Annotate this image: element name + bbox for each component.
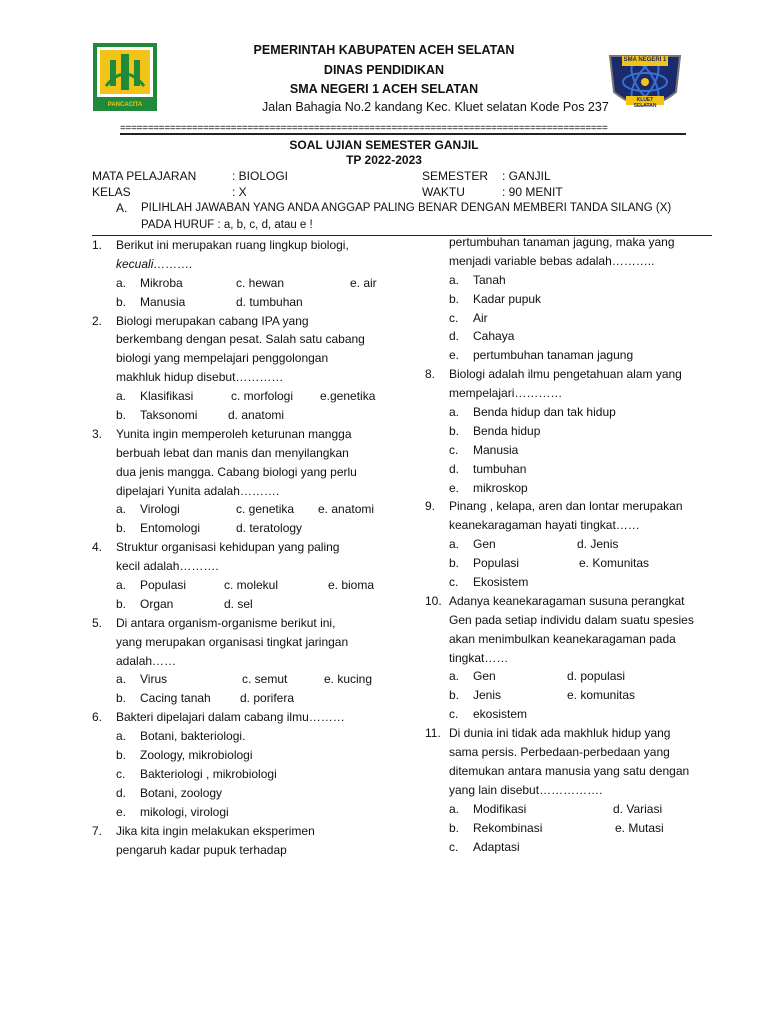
header-rule <box>120 133 686 135</box>
question-text: Bakteri dipelajari dalam cabang ilmu……… <box>116 710 345 725</box>
subject-label: MATA PELAJARAN <box>92 169 197 183</box>
question-text: menjadi variable bebas adalah……….. <box>449 253 655 268</box>
option-text: Populasi <box>473 556 520 571</box>
option-text: Populasi <box>140 578 187 593</box>
question-line <box>92 727 412 746</box>
question-line <box>92 406 412 425</box>
option-letter[interactable]: b. <box>116 691 127 706</box>
left-logo-text: PANCACITA <box>107 102 143 108</box>
option-choice[interactable]: e. anatomi <box>318 502 375 517</box>
option-letter[interactable]: a. <box>449 405 460 420</box>
class-label: KELAS <box>92 185 131 199</box>
question-line <box>425 554 725 573</box>
header-address: Jalan Bahagia No.2 kandang Kec. Kluet selatan Kode Pos 237 <box>262 100 609 114</box>
option-letter[interactable]: b. <box>449 820 460 835</box>
question-line <box>92 538 412 557</box>
option-text: Zoology, mikrobiologi <box>140 748 253 763</box>
exam-title: SOAL UJIAN SEMESTER GANJIL <box>289 138 479 152</box>
option-letter[interactable]: d. <box>449 461 460 476</box>
option-choice[interactable]: e. Mutasi <box>615 820 664 835</box>
subject-value: : BIOLOGI <box>232 169 289 183</box>
questions-right-column <box>425 233 725 856</box>
question-number: 6. <box>92 710 103 725</box>
option-choice[interactable]: d. sel <box>224 596 253 611</box>
option-text: Modifikasi <box>473 801 527 816</box>
right-logo-top-text: SMA NEGERI 1 <box>623 57 667 63</box>
question-text: Di antara organism-organisme berikut ini, <box>116 615 336 630</box>
option-letter[interactable]: a. <box>116 578 127 593</box>
question-line <box>425 365 725 384</box>
question-number: 11. <box>425 726 441 741</box>
option-text: mikroskop <box>473 480 528 495</box>
option-text: Virus <box>140 672 168 687</box>
question-text: tingkat…… <box>449 650 509 665</box>
question-line <box>425 686 725 705</box>
question-text: sama persis. Perbedaan-perbedaan yang <box>449 745 670 760</box>
option-letter[interactable]: a. <box>116 275 127 290</box>
question-text: Berikut ini merupakan ruang lingkup biologi, <box>116 238 349 252</box>
question-line <box>92 293 412 312</box>
question-line <box>92 803 412 822</box>
option-letter[interactable]: b. <box>116 294 127 309</box>
option-text: Cacing tanah <box>140 691 211 706</box>
question-line <box>425 630 725 649</box>
question-line <box>425 762 725 781</box>
option-letter[interactable]: b. <box>449 688 460 703</box>
option-letter[interactable]: b. <box>449 556 460 571</box>
option-letter[interactable]: a. <box>449 801 460 816</box>
question-line <box>92 312 412 331</box>
question-line <box>425 781 725 800</box>
question-text: biologi yang mempelajari penggolongan <box>116 351 329 366</box>
option-letter[interactable]: b. <box>116 748 127 763</box>
question-line <box>92 482 412 501</box>
question-number: 2. <box>92 313 103 328</box>
question-line <box>425 667 725 686</box>
option-choice[interactable]: d. tumbuhan <box>236 294 303 309</box>
question-line <box>92 425 412 444</box>
question-line <box>425 819 725 838</box>
option-text: Manusia <box>140 294 186 309</box>
question-line <box>92 746 412 765</box>
option-letter[interactable]: c. <box>116 766 126 781</box>
question-text: pertumbuhan tanaman jagung, maka yang <box>449 235 675 249</box>
question-line <box>425 516 725 535</box>
question-line <box>425 422 725 441</box>
question-text: Struktur organisasi kehidupan yang paling <box>116 540 340 555</box>
question-number: 4. <box>92 540 103 555</box>
question-line <box>425 611 725 630</box>
question-line <box>92 708 412 727</box>
question-number: 5. <box>92 615 103 630</box>
question-line <box>425 800 725 819</box>
option-choice[interactable]: c. hewan <box>236 275 285 290</box>
option-letter[interactable]: d. <box>449 329 460 344</box>
question-line <box>92 633 412 652</box>
question-line <box>425 479 725 498</box>
option-letter[interactable]: c. <box>449 839 459 854</box>
option-text: Ekosistem <box>473 575 529 590</box>
option-letter[interactable]: a. <box>116 502 127 517</box>
question-text: keanekaragaman hayati tingkat…… <box>449 518 640 533</box>
question-line <box>92 519 412 538</box>
option-text: Taksonomi <box>140 408 198 423</box>
option-choice[interactable]: e. bioma <box>328 578 375 593</box>
question-line <box>425 535 725 554</box>
option-choice[interactable]: d. populasi <box>567 669 626 684</box>
question-line <box>92 784 412 803</box>
question-line <box>425 290 725 309</box>
option-choice[interactable]: e. Komunitas <box>579 556 650 571</box>
question-line <box>92 595 412 614</box>
question-line <box>425 460 725 479</box>
option-letter[interactable]: b. <box>116 408 127 423</box>
class-value: : X <box>232 185 247 199</box>
question-text: mempelajari………… <box>449 386 563 401</box>
question-line <box>92 614 412 633</box>
option-text: Benda hidup dan tak hidup <box>473 405 616 420</box>
option-text: Mikroba <box>140 275 183 290</box>
question-text: Yunita ingin memperoleh keturunan mangga <box>116 426 352 441</box>
question-text: yang lain disebut……………. <box>449 782 603 797</box>
option-text: Bakteriologi , mikrobiologi <box>140 766 277 781</box>
option-text: pertumbuhan tanaman jagung <box>473 348 634 363</box>
question-line <box>92 765 412 784</box>
question-line <box>92 557 412 576</box>
question-number: 10. <box>425 593 442 608</box>
question-line <box>425 592 725 611</box>
option-choice[interactable]: d. porifera <box>240 691 295 706</box>
question-line <box>425 441 725 460</box>
question-line <box>92 444 412 463</box>
question-line <box>92 822 412 841</box>
question-text: kecil adalah………. <box>116 559 219 574</box>
question-text: Biologi adalah ilmu pengetahuan alam yang <box>449 367 682 382</box>
question-line <box>92 652 412 671</box>
question-line <box>92 236 412 255</box>
option-choice[interactable]: e. kucing <box>324 672 373 687</box>
question-text: Jika kita ingin melakukan eksperimen <box>116 823 315 838</box>
question-text: kecuali………. <box>116 256 193 271</box>
option-choice[interactable]: d. Jenis <box>577 537 619 552</box>
question-line <box>92 368 412 387</box>
question-number: 8. <box>425 367 436 382</box>
question-text: berkembang dengan pesat. Salah satu cabang <box>116 332 365 347</box>
question-text: akan menimbulkan keanekaragaman pada <box>449 631 676 646</box>
semester-label: SEMESTER <box>422 169 489 183</box>
option-text: Entomologi <box>140 521 201 536</box>
option-letter[interactable]: c. <box>449 310 459 325</box>
option-choice[interactable]: d. Variasi <box>613 801 663 816</box>
question-line <box>92 255 412 274</box>
question-line <box>92 670 412 689</box>
question-text: Gen pada setiap individu dalam suatu spesies <box>449 612 694 627</box>
option-text: Virologi <box>140 502 180 517</box>
time-value: : 90 MENIT <box>502 185 563 199</box>
option-text: Organ <box>140 596 174 611</box>
option-text: mikologi, virologi <box>140 804 229 819</box>
option-text: Adaptasi <box>473 839 520 854</box>
question-line <box>425 705 725 724</box>
question-text: yang merupakan organisasi tingkat jaringan <box>116 634 349 649</box>
header-line-3: SMA NEGERI 1 ACEH SELATAN <box>289 82 479 96</box>
option-choice[interactable]: d. teratology <box>236 521 303 536</box>
question-line <box>425 233 725 252</box>
question-text: pengaruh kadar pupuk terhadap <box>116 842 287 857</box>
option-choice[interactable]: e. komunitas <box>567 688 636 703</box>
question-line <box>92 349 412 368</box>
semester-value: : GANJIL <box>502 169 551 183</box>
question-text: dipelajari Yunita adalah………. <box>116 483 280 498</box>
question-line <box>425 838 725 857</box>
option-letter[interactable]: a. <box>116 729 127 744</box>
option-choice[interactable]: e. air <box>350 275 377 290</box>
question-line <box>425 497 725 516</box>
option-text: Manusia <box>473 442 519 457</box>
option-letter[interactable]: e. <box>449 480 460 495</box>
question-line <box>425 346 725 365</box>
option-text: Benda hidup <box>473 423 541 438</box>
question-line <box>425 271 725 290</box>
option-letter[interactable]: a. <box>449 272 460 287</box>
question-line <box>425 573 725 592</box>
option-choice[interactable]: d. anatomi <box>228 408 285 423</box>
right-logo-bottom-text: KLUET SELATAN <box>633 97 657 109</box>
option-choice[interactable]: c. semut <box>242 672 288 687</box>
option-text: tumbuhan <box>473 461 527 476</box>
question-line <box>425 252 725 271</box>
option-text: Kadar pupuk <box>473 291 542 306</box>
option-text: Cahaya <box>473 329 515 344</box>
option-letter[interactable]: b. <box>449 291 460 306</box>
option-letter[interactable]: e. <box>449 348 460 363</box>
question-number: 1. <box>92 238 103 252</box>
option-choice[interactable]: e.genetika <box>320 389 376 404</box>
exam-year: TP 2022-2023 <box>346 153 422 167</box>
option-text: Gen <box>473 537 496 552</box>
option-text: Gen <box>473 669 496 684</box>
option-letter[interactable]: c. <box>449 575 459 590</box>
question-line <box>425 384 725 403</box>
question-text: makhluk hidup disebut………… <box>116 370 284 385</box>
option-choice[interactable]: c. molekul <box>224 578 279 593</box>
question-line <box>92 274 412 293</box>
question-text: Pinang , kelapa, aren dan lontar merupakan <box>449 499 683 514</box>
option-text: Jenis <box>473 688 502 703</box>
instruction-marker: A. <box>116 201 128 215</box>
option-letter[interactable]: c. <box>449 707 459 722</box>
question-line <box>92 330 412 349</box>
option-letter[interactable]: a. <box>449 669 460 684</box>
question-line <box>92 576 412 595</box>
question-line <box>425 403 725 422</box>
option-choice[interactable]: c. morfologi <box>231 389 294 404</box>
question-number: 3. <box>92 426 103 441</box>
questions-left-column <box>92 236 412 859</box>
option-choice[interactable]: c. genetika <box>236 502 295 517</box>
header-line-1: PEMERINTAH KABUPATEN ACEH SELATAN <box>253 43 515 57</box>
option-text: Botani, bakteriologi. <box>140 729 246 744</box>
option-text: Botani, zoology <box>140 785 223 800</box>
question-number: 9. <box>425 499 436 514</box>
option-text: Klasifikasi <box>140 389 194 404</box>
question-line <box>92 387 412 406</box>
option-letter[interactable]: a. <box>116 389 127 404</box>
question-text: adalah…… <box>116 653 177 668</box>
option-letter[interactable]: a. <box>449 537 460 552</box>
option-letter[interactable]: c. <box>449 442 459 457</box>
time-label: WAKTU <box>422 185 465 199</box>
question-line <box>92 689 412 708</box>
instruction-line-1: PILIHLAH JAWABAN YANG ANDA ANGGAP PALING BENAR DENGAN MEMBERI TANDA SILANG (X) <box>141 202 672 214</box>
question-text: dua jenis mangga. Cabang biologi yang perlu <box>116 464 357 479</box>
option-letter[interactable]: b. <box>116 596 127 611</box>
option-letter[interactable]: b. <box>116 521 127 536</box>
instruction-line-2: PADA HURUF : a, b, c, d, atau e ! <box>141 219 313 231</box>
question-line <box>92 463 412 482</box>
question-line <box>92 500 412 519</box>
question-number: 7. <box>92 823 103 838</box>
option-text: Air <box>473 310 488 325</box>
question-text: ditemukan antara manusia yang satu dengan <box>449 763 690 778</box>
option-letter[interactable]: b. <box>449 423 460 438</box>
question-text: berbuah lebat dan manis dan menyilangkan <box>116 445 349 460</box>
question-text: Di dunia ini tidak ada makhluk hidup yang <box>449 726 671 741</box>
question-line <box>425 724 725 743</box>
option-text: ekosistem <box>473 707 528 722</box>
option-text: Tanah <box>473 272 506 287</box>
header-line-2: DINAS PENDIDIKAN <box>323 63 445 77</box>
option-text: Rekombinasi <box>473 820 543 835</box>
option-letter[interactable]: d. <box>116 785 127 800</box>
question-line <box>425 309 725 328</box>
question-line <box>425 649 725 668</box>
question-line <box>92 841 412 860</box>
option-letter[interactable]: a. <box>116 672 127 687</box>
question-text: Adanya keanekaragaman susuna perangkat <box>449 593 685 608</box>
question-line <box>425 327 725 346</box>
question-line <box>425 743 725 762</box>
header-divider: ======================================================================================== <box>120 124 608 134</box>
question-text: Biologi merupakan cabang IPA yang <box>116 313 309 328</box>
option-letter[interactable]: e. <box>116 804 127 819</box>
